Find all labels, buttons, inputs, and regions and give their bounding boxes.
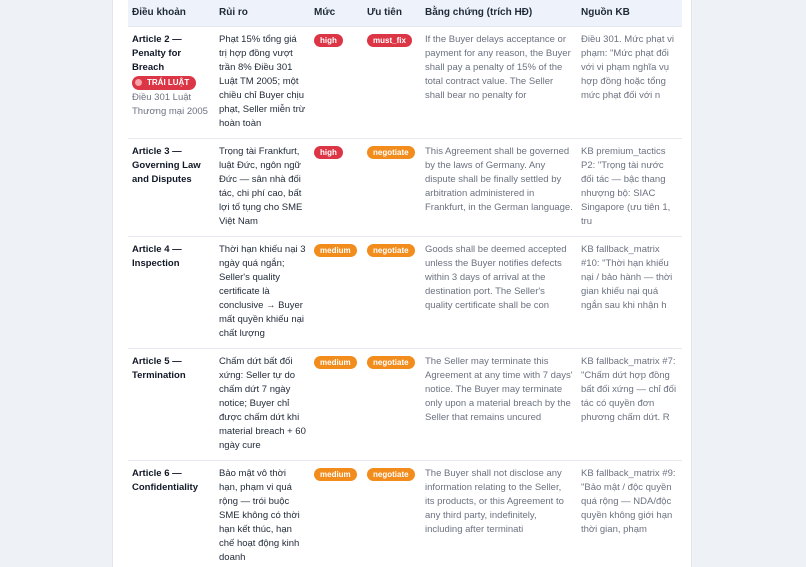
evidence-text: Goods shall be deemed accepted unless the Buyer notifies defects within 3 days of arrival at the destination port. The Seller's quality certificate shall be con [421, 236, 577, 348]
level-badge: high [314, 146, 343, 159]
header-level: Mức [310, 0, 363, 26]
table-row [128, 460, 682, 567]
evidence-text: This Agreement shall be governed by the laws of Germany. Any dispute shall be finally settled by arbitration administered in Frankfurt, in the German language. [421, 138, 577, 236]
evidence-text: The Buyer shall not disclose any information relating to the Seller, its products, or this Agreement to any third party, indefinitely, including after terminati [421, 460, 577, 567]
header-risk: Rủi ro [215, 0, 310, 26]
risk-table [128, 0, 682, 567]
table-row [128, 26, 682, 138]
priority-badge: negotiate [367, 356, 415, 369]
clause-cell [128, 26, 215, 138]
table-row [128, 138, 682, 236]
source-text: KB premium_tactics P2: "Trọng tài nước đối tác — bậc thang nhượng bộ: SIAC Singapore (ưu tiên 1, tru [577, 138, 682, 236]
level-cell [310, 236, 363, 348]
priority-badge: negotiate [367, 146, 415, 159]
clause-title: Article 6 — Confidentiality [132, 467, 198, 493]
clause-title: Article 4 — Inspection [132, 243, 182, 269]
level-cell [310, 460, 363, 567]
risk-text: Chấm dứt bất đối xứng: Seller tự do chấm dứt 7 ngày notice; Buyer chỉ được chấm dứt khi material breach + 60 ngày cure [215, 348, 310, 460]
source-text: KB fallback_matrix #9: "Bảo mật / độc quyền quá rộng — NDA/độc quyền không giới hạn thời gian, phạm [577, 460, 682, 567]
clause-cell [128, 236, 215, 348]
clause-title: Article 5 — Termination [132, 355, 186, 381]
level-badge: medium [314, 356, 357, 369]
priority-badge: negotiate [367, 244, 415, 257]
risk-text: Phạt 15% tổng giá trị hợp đồng vượt trần 8% Điều 301 Luật TM 2005; một chiều chỉ Buyer chịu phạt, Seller miễn trừ hoàn toàn [215, 26, 310, 138]
level-cell [310, 138, 363, 236]
table-row [128, 348, 682, 460]
priority-badge: negotiate [367, 468, 415, 481]
risk-text: Thời hạn khiếu nại 3 ngày quá ngắn; Seller's quality certificate là conclusive → Buyer mất quyền khiếu nại chất lượng [215, 236, 310, 348]
table-row [128, 236, 682, 348]
clause-title: Article 2 — Penalty for Breach [132, 33, 182, 73]
source-text: KB fallback_matrix #7: "Chấm dứt hợp đồng bất đối xứng — chỉ đối tác có quyền đơn phương chấm dứt. R [577, 348, 682, 460]
level-badge: high [314, 34, 343, 47]
level-cell [310, 26, 363, 138]
risk-text: Bảo mật vô thời hạn, phạm vi quá rộng — trói buộc SME không có thời hạn kết thúc, hạn chế hoạt động kinh doanh [215, 460, 310, 567]
header-clause: Điều khoản [128, 0, 215, 26]
priority-cell [363, 236, 421, 348]
evidence-text: If the Buyer delays acceptance or payment for any reason, the Buyer shall pay a penalty of 15% of the total contract value. The Seller shall bear no penalty for [421, 26, 577, 138]
header-evidence: Bằng chứng (trích HĐ) [421, 0, 577, 26]
legal-reference: Điều 301 Luật Thương mại 2005 [132, 92, 208, 117]
level-badge: medium [314, 468, 357, 481]
illegal-badge-label: TRÁI LUẬT [147, 77, 190, 87]
clause-title: Article 3 — Governing Law and Disputes [132, 145, 201, 185]
clause-cell [128, 138, 215, 236]
header-source: Nguồn KB [577, 0, 682, 26]
clause-cell [128, 460, 215, 567]
source-text: KB fallback_matrix #10: "Thời hạn khiếu nại / bảo hành — thời gian khiếu nại quá ngắn sau khi nhận h [577, 236, 682, 348]
warning-dot-icon [135, 79, 142, 86]
header-priority: Ưu tiên [363, 0, 421, 26]
risk-report-card [112, 0, 692, 567]
risk-text: Trọng tài Frankfurt, luật Đức, ngôn ngữ Đức — sân nhà đối tác, chi phí cao, bất lợi tố tụng cho SME Việt Nam [215, 138, 310, 236]
priority-badge: must_fix [367, 34, 412, 47]
source-text: Điều 301. Mức phạt vi phạm: "Mức phạt đối với vi phạm nghĩa vụ hợp đồng hoặc tổng mức phạt đối với n [577, 26, 682, 138]
level-cell [310, 348, 363, 460]
table-header-row [128, 0, 682, 26]
priority-cell [363, 460, 421, 567]
evidence-text: The Seller may terminate this Agreement at any time with 7 days' notice. The Buyer may terminate only upon a material breach by the Seller that remains uncured [421, 348, 577, 460]
priority-cell [363, 348, 421, 460]
priority-cell [363, 138, 421, 236]
illegal-badge [132, 76, 196, 90]
priority-cell [363, 26, 421, 138]
clause-cell [128, 348, 215, 460]
level-badge: medium [314, 244, 357, 257]
